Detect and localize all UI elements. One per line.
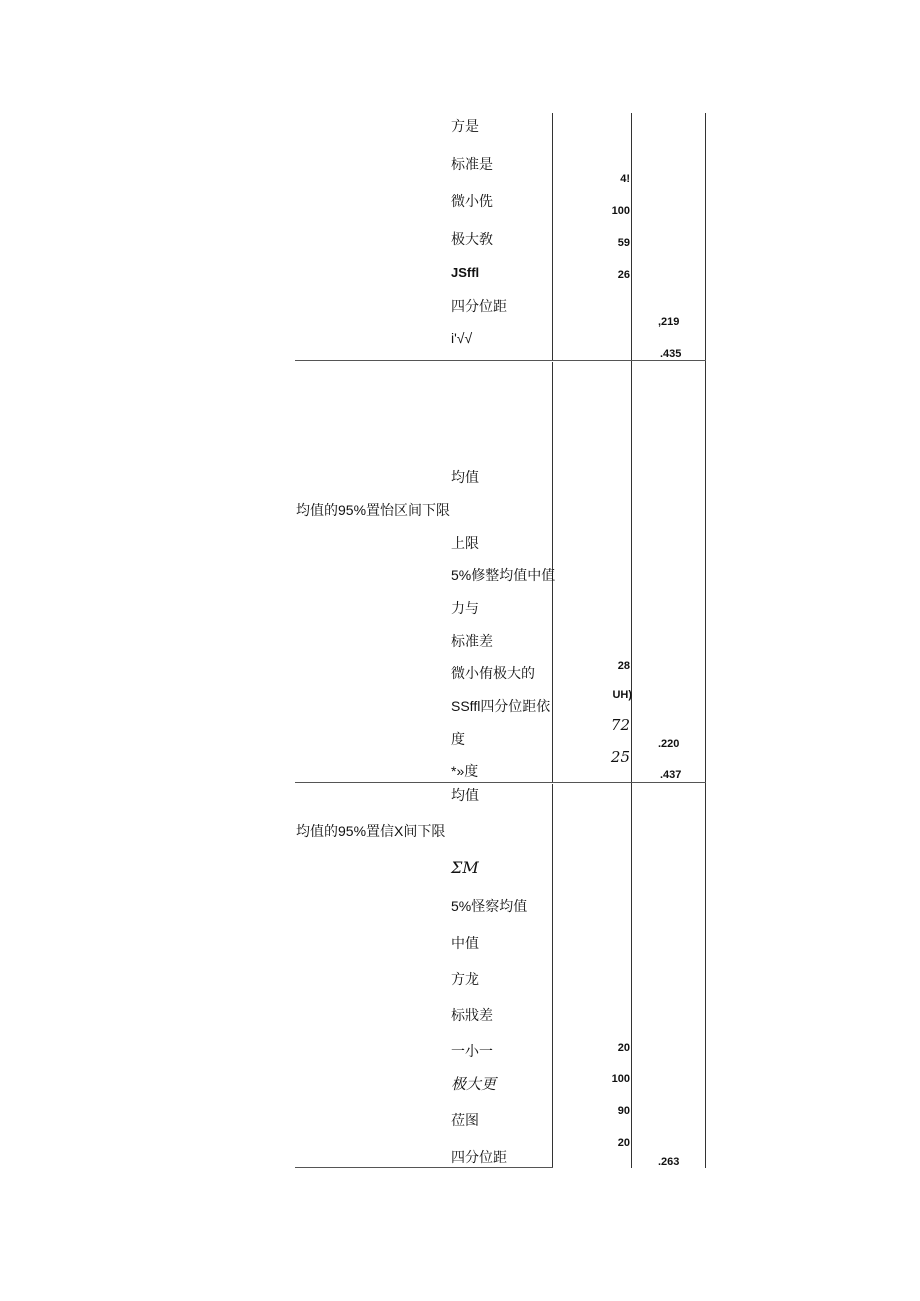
row-label: 微小侁: [451, 193, 493, 209]
row-label: 均值: [451, 787, 479, 803]
value-cell: ,219: [658, 316, 680, 328]
row-label: 方是: [451, 118, 479, 134]
section-bottom-rule: [295, 1167, 553, 1168]
value-cell: 90: [617, 1105, 630, 1117]
value-cell: 100: [611, 1073, 630, 1085]
row-label: 极大更: [451, 1075, 497, 1093]
row-label: 中值: [451, 935, 479, 951]
section-separator: [295, 360, 706, 361]
column-divider-middle: [631, 113, 632, 1168]
value-cell: 26: [617, 269, 630, 281]
row-label: 度: [451, 731, 465, 747]
row-label: 四分位距: [451, 298, 507, 314]
row-label: 力与: [451, 600, 479, 616]
value-cell: 20: [617, 1042, 630, 1054]
section-separator: [295, 782, 706, 783]
row-label: 标准差: [451, 633, 493, 649]
row-label: SSffl四分位距依: [451, 698, 551, 714]
row-label: 均值: [451, 469, 479, 485]
row-label: 一小一: [451, 1043, 493, 1059]
column-divider-left: [552, 784, 553, 1168]
column-divider-right: [705, 113, 706, 1168]
row-label: 方龙: [451, 971, 479, 987]
row-label: ΣΜ: [451, 858, 479, 877]
row-label: JSffl: [451, 265, 480, 280]
row-label: 四分位距: [451, 1149, 507, 1165]
row-label: 标戕差: [451, 1007, 493, 1023]
row-label: i'√√: [451, 330, 473, 346]
value-cell: 72: [610, 716, 630, 734]
column-divider-left: [552, 113, 553, 360]
row-label: 微小侑极大的: [451, 665, 535, 681]
group-label: 均值的95%置怡区间下限: [296, 502, 451, 518]
row-label: 5%修整均值中值: [451, 567, 556, 583]
value-cell: 25: [610, 748, 630, 766]
value-cell: 28: [617, 660, 630, 672]
value-cell: 59: [617, 237, 630, 249]
row-label: 5%怪察均值: [451, 898, 528, 914]
row-label: 莅图: [451, 1112, 479, 1128]
value-cell: 4!: [620, 173, 630, 185]
row-label: 标准是: [451, 156, 493, 172]
value-cell: .263: [658, 1156, 680, 1168]
value-cell: .435: [660, 348, 682, 360]
value-cell: UH): [612, 689, 632, 701]
value-cell: 100: [611, 205, 630, 217]
value-cell: .437: [660, 769, 682, 781]
value-cell: 20: [617, 1137, 630, 1149]
row-label: *»度: [451, 763, 479, 779]
group-label: 均值的95%置信X间下限: [296, 823, 446, 839]
row-label: 极大敎: [451, 231, 493, 247]
value-cell: .220: [658, 738, 680, 750]
row-label: 上限: [451, 535, 479, 551]
